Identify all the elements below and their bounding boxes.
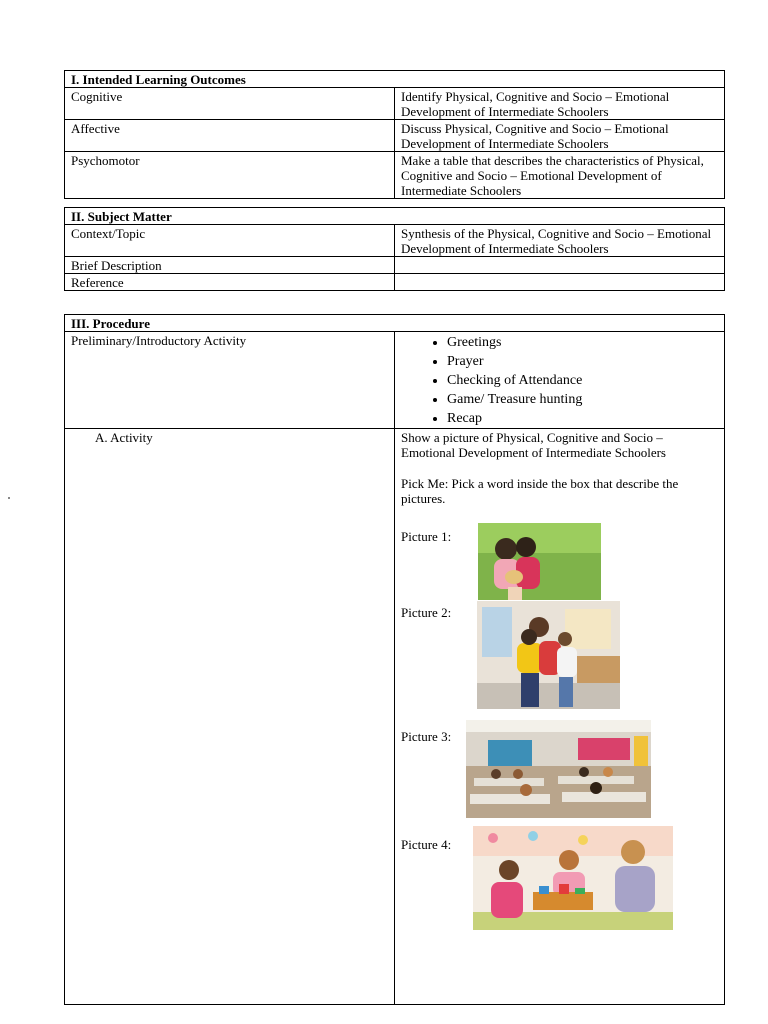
subject-matter-table [64,207,725,291]
row-label: Psychomotor [65,152,395,199]
preliminary-list [401,333,718,428]
table-row [65,88,725,120]
section-header: III. Procedure [65,315,725,332]
picture-1-image [478,523,601,600]
table-row [65,257,725,274]
table-row [65,274,725,291]
procedure-table [64,314,725,1005]
activity-intro: Show a picture of Physical, Cognitive and Socio – Emotional Development of Intermediate Schoolers [401,430,666,460]
row-label: Cognitive [65,88,395,120]
learning-outcomes-table [64,70,725,199]
table-row [65,120,725,152]
row-label: Reference [65,274,395,291]
table-row [65,429,725,1005]
picture-label: Picture 2: [401,605,452,620]
list-item: • Game/ Treasure hunting [447,390,718,409]
table-row [65,152,725,199]
list-item: • Prayer [447,352,718,371]
pictures-area [401,516,718,1004]
row-label: Affective [65,120,395,152]
picture-label: Picture 1: [401,529,452,544]
picture-label: Picture 4: [401,837,452,852]
table-row [65,332,725,429]
activity-label: A. Activity [95,430,153,445]
list-item: • Recap [447,409,718,428]
table-row [65,225,725,257]
stray-mark [8,497,10,499]
pick-me-instruction: Pick Me: Pick a word inside the box that describe the pictures. [401,476,679,506]
preliminary-label: Preliminary/Introductory Activity [65,332,395,429]
row-text: Identify Physical, Cognitive and Socio – Emotional Development of Intermediate Schoolers [395,88,725,120]
row-text [395,257,725,274]
list-item: • Checking of Attendance [447,371,718,390]
row-label: Brief Description [65,257,395,274]
picture-3-image [466,720,651,818]
row-text [395,274,725,291]
section-header: I. Intended Learning Outcomes [65,71,725,88]
picture-4-image [473,826,673,930]
list-item: • Greetings [447,333,718,352]
section-header: II. Subject Matter [65,208,725,225]
picture-2-image [477,601,620,709]
picture-label: Picture 3: [401,729,452,744]
row-text: Make a table that describes the characteristics of Physical, Cognitive and Socio – Emotional Development of Intermediate Schoolers [395,152,725,199]
row-text: Discuss Physical, Cognitive and Socio – Emotional Development of Intermediate Schoolers [395,120,725,152]
row-label: Context/Topic [65,225,395,257]
row-text: Synthesis of the Physical, Cognitive and Socio – Emotional Development of Intermediate Schoolers [395,225,725,257]
